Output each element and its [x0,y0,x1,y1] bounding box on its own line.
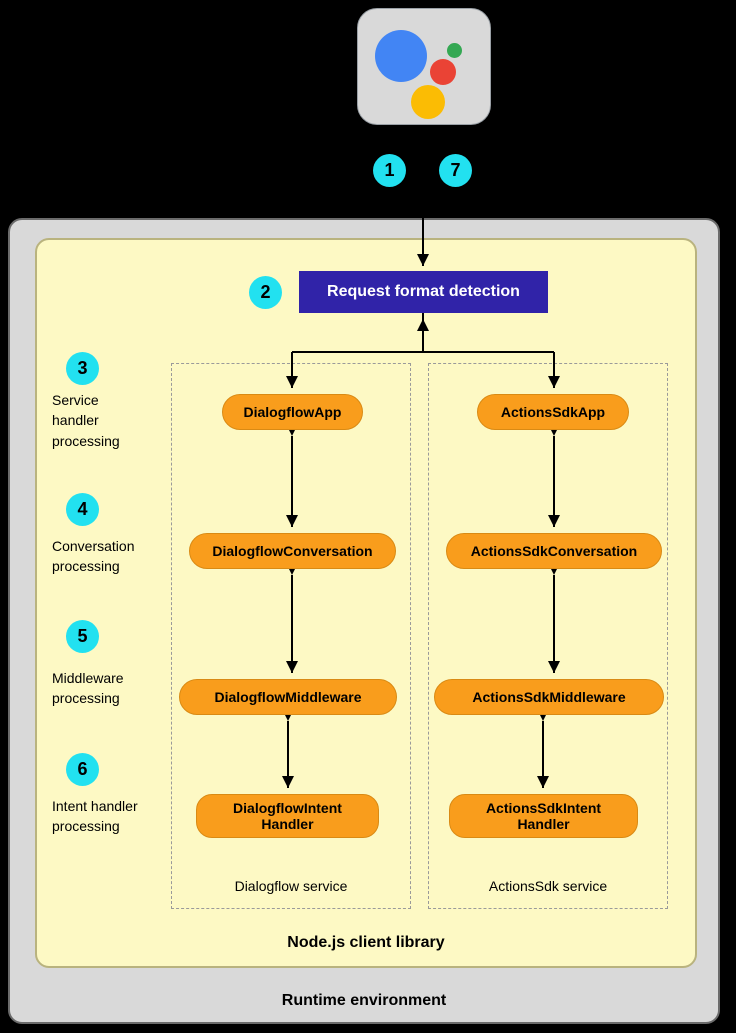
node-dialogflow-intent-handler-line1: DialogflowIntent [233,799,342,816]
stage-label-service-handler [52,390,192,451]
request-format-detection-node: Request format detection [299,271,548,313]
stage-label-middleware [52,668,192,709]
stage-label-service-handler-line3: processing [52,432,120,449]
stage-label-conversation-line2: processing [52,558,120,575]
stage-label-conversation [52,536,192,577]
dialogflow-service-label: Dialogflow service [234,878,348,894]
step-badge-5: 5 [66,620,99,653]
stage-label-intent-handler-line2: processing [52,818,120,835]
stage-label-middleware-line2: processing [52,690,120,707]
assistant-green-dot-icon [447,43,462,58]
google-assistant-logo [357,8,491,125]
node-actionssdk-intent-handler [449,794,638,838]
node-actionssdk-intent-handler-line1: ActionsSdkIntent [485,799,602,816]
runtime-environment-label: Runtime environment [281,992,447,1009]
assistant-yellow-dot-icon [411,85,445,119]
node-dialogflow-intent-handler [196,794,379,838]
stage-label-middleware-line1: Middleware [52,670,124,686]
stage-label-service-handler-line1: Service [52,392,99,408]
node-actionssdk-middleware: ActionsSdkMiddleware [434,679,664,715]
node-actionssdk-app: ActionsSdkApp [477,394,629,430]
node-actionssdk-conversation: ActionsSdkConversation [446,533,662,569]
node-actionssdk-intent-handler-line2: Handler [517,816,570,832]
node-dialogflow-app: DialogflowApp [222,394,363,430]
client-library-label: Node.js client library [287,934,445,951]
node-dialogflow-intent-handler-line2: Handler [261,816,314,832]
step-badge-3: 3 [66,352,99,385]
step-badge-7: 7 [439,154,472,187]
stage-label-conversation-line1: Conversation [52,538,135,554]
stage-label-intent-handler [52,796,192,837]
actionssdk-service-label: ActionsSdk service [488,878,608,894]
assistant-blue-dot-icon [375,30,427,82]
step-badge-1: 1 [373,154,406,187]
stage-label-intent-handler-line1: Intent handler [52,798,138,814]
step-badge-6: 6 [66,753,99,786]
node-dialogflow-conversation: DialogflowConversation [189,533,396,569]
node-dialogflow-middleware: DialogflowMiddleware [179,679,397,715]
assistant-red-dot-icon [430,59,456,85]
step-badge-4: 4 [66,493,99,526]
step-badge-2: 2 [249,276,282,309]
stage-label-service-handler-line2: handler [52,412,99,429]
